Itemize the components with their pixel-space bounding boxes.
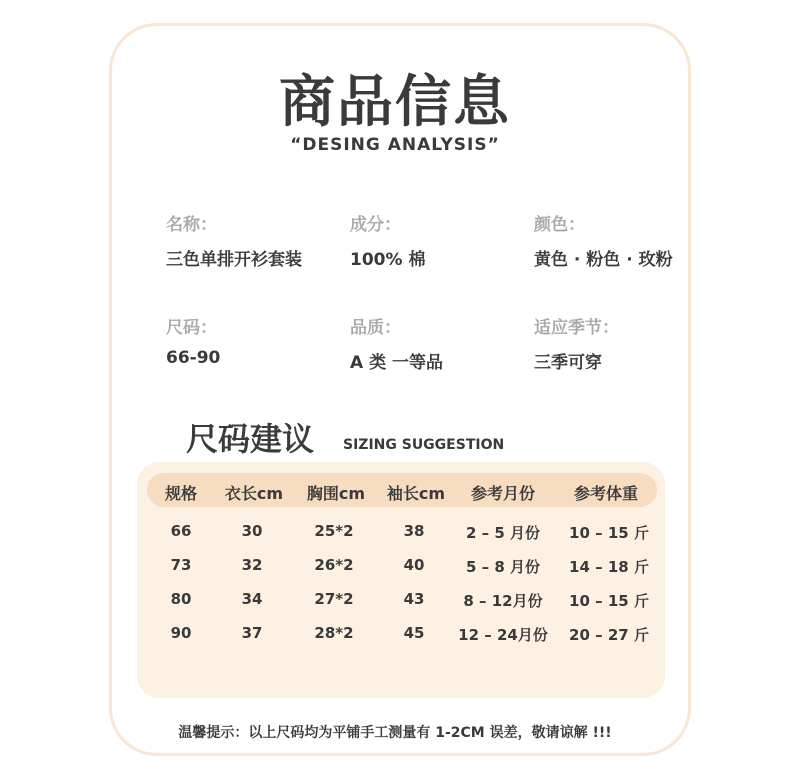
- page-title: 商品信息: [279, 70, 511, 135]
- info-value-color: 黄色 · 粉色 · 玫粉: [534, 250, 673, 270]
- table-header-cell: 参考月份: [470, 484, 535, 503]
- info-value-name: 三色单排开衫套装: [166, 250, 302, 270]
- table-cell: 25*2: [314, 522, 354, 540]
- info-label-season: 适应季节：: [534, 318, 619, 338]
- table-cell: 8 – 12月份: [463, 592, 543, 610]
- info-value-size: 66-90: [166, 348, 221, 368]
- info-label-material: 成分：: [350, 215, 401, 235]
- table-cell: 2 – 5 月份: [465, 524, 541, 542]
- info-label-size: 尺码：: [166, 318, 217, 338]
- info-value-quality: A 类 一等品: [350, 353, 443, 373]
- table-header-cell: 参考体重: [573, 484, 638, 503]
- info-label-name: 名称：: [166, 215, 217, 235]
- sizing-subtitle: SIZING SUGGESTION: [343, 437, 505, 453]
- table-cell: 38: [403, 522, 425, 540]
- table-cell: 30: [241, 522, 263, 540]
- table-cell: 90: [170, 624, 192, 642]
- table-cell: 32: [241, 556, 263, 574]
- table-cell: 14 – 18 斤: [569, 558, 649, 576]
- sizing-title: 尺码建议: [186, 420, 315, 458]
- page-subtitle: “DESING ANALYSIS”: [290, 135, 500, 155]
- table-cell: 12 – 24月份: [458, 626, 548, 644]
- table-header-cell: 规格: [164, 484, 197, 503]
- table-cell: 26*2: [314, 556, 354, 574]
- info-value-season: 三季可穿: [534, 353, 602, 373]
- table-cell: 5 – 8 月份: [465, 558, 541, 576]
- table-header-cell: 衣长cm: [224, 484, 284, 503]
- table-cell: 34: [241, 590, 263, 608]
- table-cell: 27*2: [314, 590, 354, 608]
- footer-note: 温馨提示：以上尺码均为平铺手工测量有 1-2CM 误差，敬请谅解 !!!: [178, 725, 612, 741]
- table-cell: 40: [403, 556, 425, 574]
- table-header-cell: 胸围cm: [306, 484, 366, 503]
- table-cell: 45: [403, 624, 425, 642]
- info-label-quality: 品质：: [350, 318, 401, 338]
- table-cell: 73: [170, 556, 192, 574]
- table-cell: 66: [170, 522, 192, 540]
- info-value-material: 100% 棉: [350, 250, 426, 270]
- table-cell: 37: [241, 624, 263, 642]
- table-cell: 43: [403, 590, 425, 608]
- table-header-cell: 袖长cm: [386, 484, 446, 503]
- table-cell: 28*2: [314, 624, 354, 642]
- table-cell: 10 – 15 斤: [569, 524, 649, 542]
- table-cell: 20 – 27 斤: [569, 626, 649, 644]
- table-cell: 80: [170, 590, 192, 608]
- info-label-color: 颜色：: [534, 215, 585, 235]
- table-cell: 10 – 15 斤: [569, 592, 649, 610]
